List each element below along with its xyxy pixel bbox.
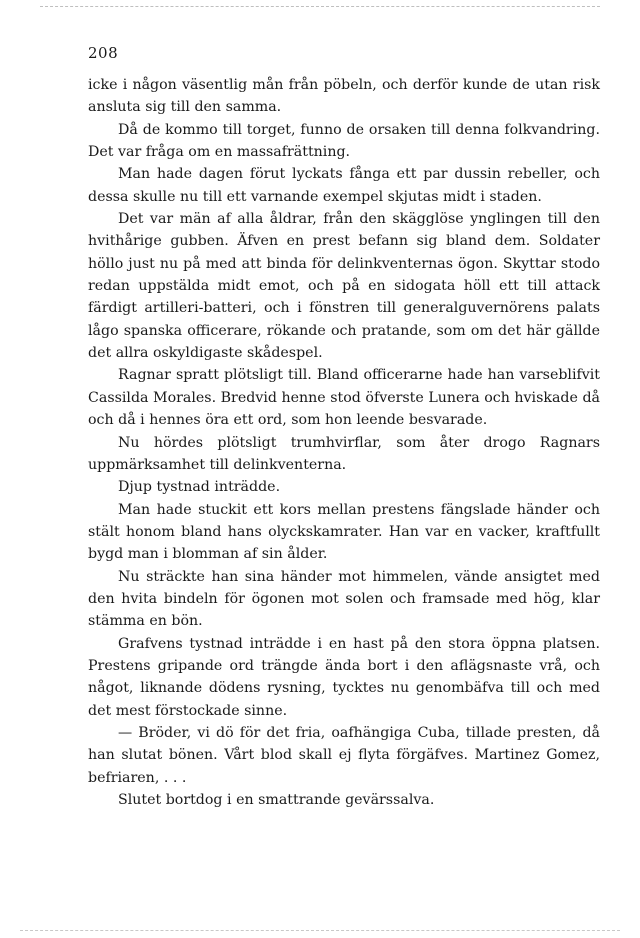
paragraph: Nu sträckte han sina händer mot himmelen, vände ansigtet med den hvita bindeln för ögonen mot solen och framsade med hög, klar stämma en bön. <box>88 568 600 630</box>
bottom-scan-rule <box>20 930 620 932</box>
page-number: 208 <box>88 44 119 62</box>
paragraph: Ragnar spratt plötsligt till. Bland officerarne hade han varseblifvit Cassilda Morales. Bredvid henne stod öfverste Lunera och hviskade då och då i hennes öra ett ord, som hon leende besvarade. <box>88 367 600 429</box>
paragraph: Djup tystnad inträdde. <box>118 479 281 496</box>
paragraph: Man hade dagen förut lyckats fånga ett par dussin rebeller, och dessa skulle nu till ett varnande exempel skjutas midt i staden. <box>88 166 600 205</box>
paragraph: Det var män af alla åldrar, från den skägglöse ynglingen till den hvithårige gubben. Äfven en prest befann sig bland dem. Soldater höllo just nu på med att binda för delinkventernas ögon. Skyttar stodo redan uppstälda midt emot, och på en sidogata höll ett till attack färdigt artilleri-batteri, och i fönstren till generalguvernörens palats lågo spanska officerare, rökande och pratande, som om det här gällde det allra oskyldigaste skådespel. <box>88 211 600 362</box>
paragraph-dialogue: — Bröder, vi dö för det fria, oafhängiga Cuba, tillade presten, då han slutat bönen. Vårt blod skall ej flyta förgäfves. Martinez Gomez, befriaren, . . . <box>88 724 600 786</box>
paragraph: Grafvens tystnad inträdde i en hast på den stora öppna platsen. Prestens gripande ord trängde ända bort i den aflägsnaste vrå, och något, liknande dödens rysning, tycktes nu genombäfva till och med det mest förstockade sinne. <box>88 635 600 719</box>
paragraph: Nu hördes plötsligt trumhvirflar, som åter drogo Ragnars uppmärksamhet till delinkventerna. <box>88 434 600 473</box>
top-scan-rule <box>40 0 600 7</box>
paragraph: Man hade stuckit ett kors mellan prestens fängslade händer och stält honom bland hans olyckskamrater. Han var en vacker, kraftfullt bygd man i blomman af sin ålder. <box>88 501 600 563</box>
paragraph: Slutet bortdog i en smattrande gevärssalva. <box>118 792 435 808</box>
paragraph-continuation: icke i någon väsentlig mån från pöbeln, och derför kunde de utan risk ansluta sig till den samma. <box>88 77 600 116</box>
body-text <box>88 74 600 811</box>
paragraph: Då de kommo till torget, funno de orsaken till denna folkvandring. Det var fråga om en massafrättning. <box>88 121 600 161</box>
